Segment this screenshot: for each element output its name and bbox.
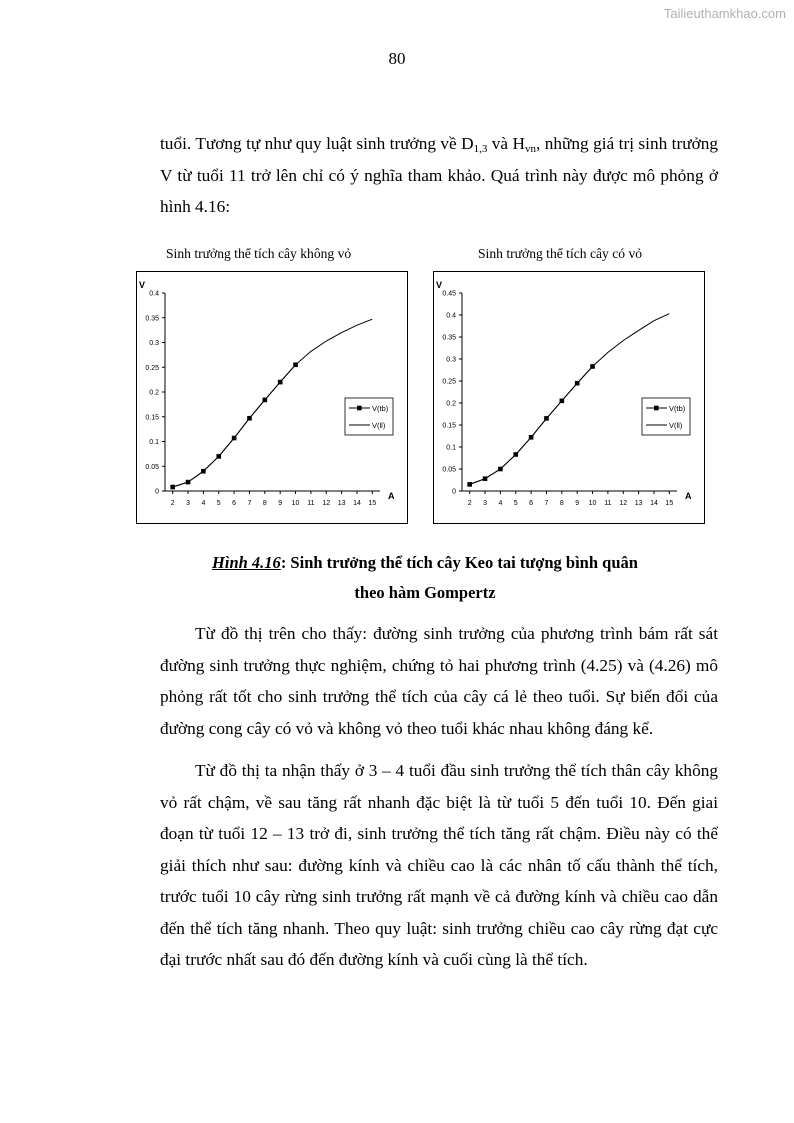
x-tick-label: 4: [201, 500, 206, 507]
y-axis-label: V: [139, 280, 146, 290]
x-tick-label: 3: [186, 500, 190, 507]
legend-label: V(ll): [669, 421, 683, 430]
y-tick-label: 0: [452, 488, 456, 496]
legend-label: V(tb): [372, 404, 389, 413]
watermark: Tailieuthamkhao.com: [663, 6, 786, 21]
x-tick-label: 6: [232, 500, 237, 507]
x-tick-label: 5: [216, 500, 221, 507]
y-tick-label: 0.25: [442, 378, 456, 386]
figure-label: Hình 4.16: [212, 553, 281, 572]
y-tick-label: 0.35: [442, 334, 456, 342]
x-tick-label: 8: [559, 500, 564, 507]
caption-text: : Sinh trưởng thể tích cây Keo tai tượng bình quân: [280, 553, 638, 572]
chart-svg: [137, 272, 409, 525]
x-tick-label: 13: [337, 500, 346, 507]
y-tick-label: 0.25: [145, 364, 159, 372]
x-tick-label: 4: [498, 500, 503, 507]
page-number: 80: [388, 49, 406, 68]
x-tick-label: 3: [483, 500, 487, 507]
x-tick-label: 2: [467, 500, 472, 507]
x-tick-label: 10: [588, 500, 597, 507]
x-axis-label: A: [685, 491, 692, 501]
x-tick-label: 8: [262, 500, 267, 507]
y-tick-label: 0.2: [446, 400, 456, 408]
x-tick-label: 15: [368, 500, 377, 507]
x-tick-label: 7: [247, 500, 252, 507]
y-tick-label: 0.3: [446, 356, 456, 364]
x-tick-label: 12: [322, 500, 331, 507]
paragraph-discussion: Từ đồ thị ta nhận thấy ở 3 – 4 tuổi đầu sinh trưởng thể tích thân cây không vỏ rất chậm, về sau tăng rất nhanh đặc biệt là từ tuổi 5 đến tuổi 10. Đến giai đoạn từ tuổi 12 – 13 trở đi, sinh trưởng thể tích tăng rất chậm. Điều này có thể giải thích như sau: đường kính và chiều cao là các nhân tố cấu thành thể tích, trước tuổi 10 cây rừng sinh trưởng rất mạnh về cả đường kính và chiều cao dẫn đến thể tích tăng nhanh. Theo quy luật: sinh trưởng chiều cao cây rừng đạt cực đại trước nhất sau đó đến đường kính và cuối cùng là thể tích.: [160, 761, 718, 969]
data-point: [467, 482, 472, 487]
paragraph-text: tuổi. Tương tự như quy luật sinh trưởng về D: [160, 134, 474, 153]
y-tick-label: 0.4: [149, 290, 159, 298]
legend-label: V(tb): [669, 404, 686, 413]
data-point: [170, 485, 175, 490]
x-tick-label: 14: [650, 500, 658, 507]
x-tick-label: 9: [278, 500, 283, 507]
legend-marker: [654, 406, 659, 411]
chart-svg: [434, 272, 706, 525]
y-tick-label: 0.35: [145, 315, 159, 323]
series-line-vll: [173, 319, 373, 487]
x-tick-label: 15: [665, 500, 674, 507]
y-tick-label: 0.15: [145, 414, 159, 422]
y-tick-label: 0.05: [442, 466, 456, 474]
subscript: 1,3: [473, 143, 488, 155]
x-tick-label: 13: [634, 500, 643, 507]
x-tick-label: 9: [575, 500, 580, 507]
chart-no-bark: [136, 271, 408, 524]
y-tick-label: 0.05: [145, 463, 159, 471]
series-line-vtb: [470, 367, 593, 485]
x-tick-label: 5: [513, 500, 518, 507]
x-tick-label: 7: [544, 500, 549, 507]
legend-marker: [357, 406, 362, 411]
x-tick-label: 11: [604, 500, 612, 507]
y-tick-label: 0.15: [442, 422, 456, 430]
x-tick-label: 14: [353, 500, 361, 507]
y-axis-label: V: [436, 280, 443, 290]
subscript: vn: [525, 143, 537, 155]
legend-label: V(ll): [372, 421, 386, 430]
y-tick-label: 0.3: [149, 340, 159, 347]
y-tick-label: 0.1: [446, 444, 456, 452]
x-axis-label: A: [388, 491, 395, 501]
y-tick-label: 0.45: [442, 290, 456, 298]
series-line-vtb: [173, 365, 296, 487]
y-tick-label: 0.1: [149, 439, 159, 446]
y-tick-label: 0.2: [149, 389, 159, 397]
paragraph-text: và H: [487, 134, 526, 153]
series-line-vll: [470, 314, 670, 485]
x-tick-label: 11: [307, 500, 315, 507]
paragraph-intro: [160, 128, 718, 223]
chart-title-with-bark: Sinh trưởng thể tích cây có vỏ: [478, 246, 643, 261]
y-tick-label: 0: [155, 488, 159, 496]
paragraph-analysis: Từ đồ thị trên cho thấy: đường sinh trưởng của phương trình bám rất sát đường sinh trưởng thực nghiệm, chứng tỏ hai phương trình (4.25) và (4.26) mô phỏng rất tốt cho sinh trưởng thể tích của cây cá lẻ theo tuổi. Sự biến đổi của đường cong cây có vỏ và không vỏ theo tuổi khác nhau không đáng kể.: [160, 624, 718, 738]
paragraph-text: , những giá trị sinh trưởng V từ tuổi 11 trở lên chỉ có ý nghĩa tham khảo. Quá trình này được mô phỏng ở hình 4.16:: [160, 134, 718, 216]
x-tick-label: 2: [170, 500, 175, 507]
figure-caption: [0, 548, 794, 577]
figure-caption-line2: theo hàm Gompertz: [354, 583, 496, 602]
chart-with-bark: [433, 271, 705, 524]
x-tick-label: 12: [619, 500, 628, 507]
y-tick-label: 0.4: [446, 312, 456, 320]
chart-title-no-bark: Sinh trưởng thể tích cây không vỏ: [166, 246, 352, 261]
x-tick-label: 10: [291, 500, 300, 507]
x-tick-label: 6: [529, 500, 534, 507]
